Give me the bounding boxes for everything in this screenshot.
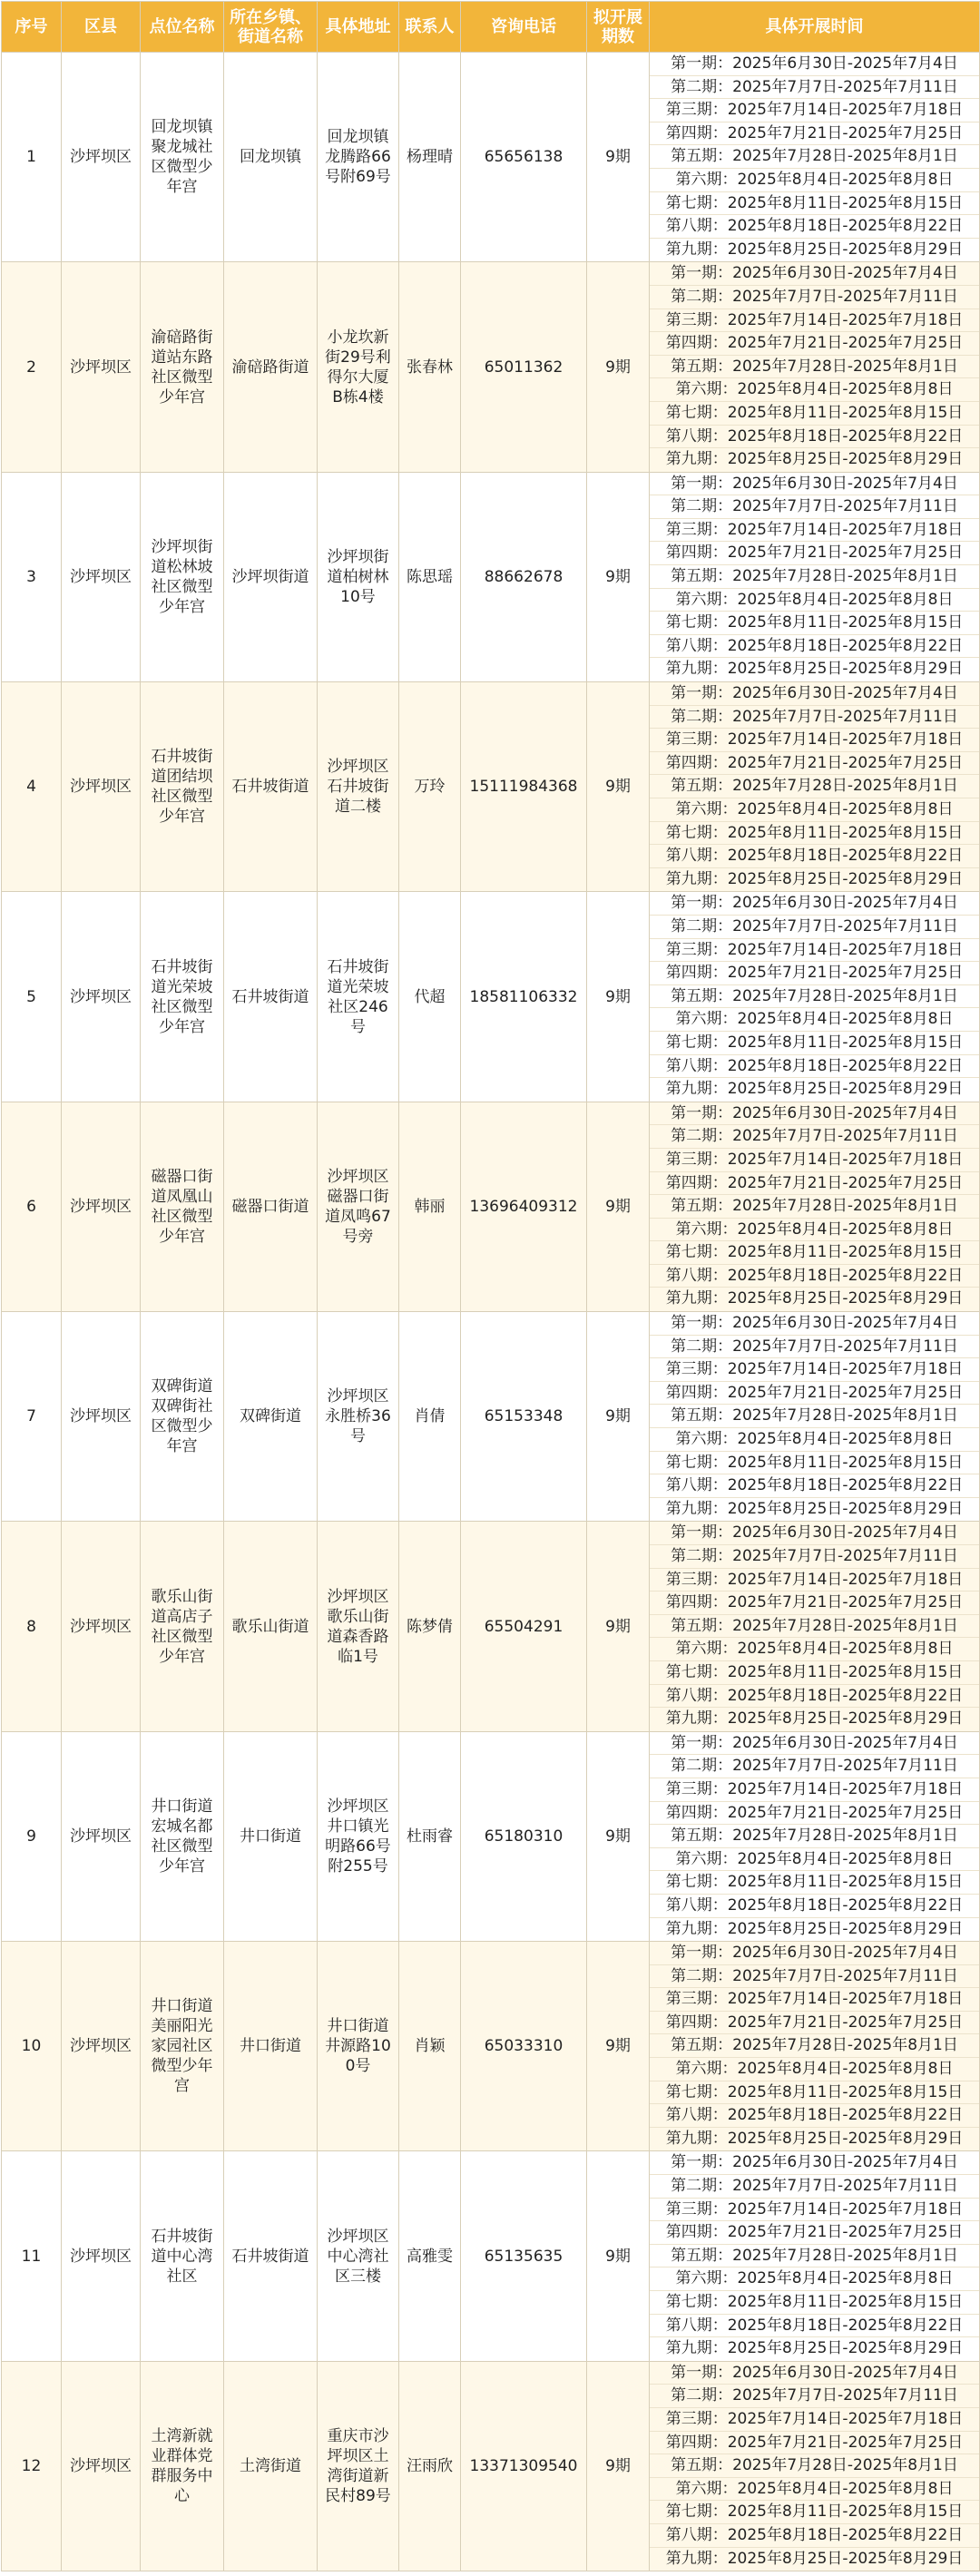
street-cell: 沙坪坝街道: [224, 472, 318, 681]
address-cell: 石井坡街道光荣坡社区246号: [318, 892, 399, 1102]
contact-cell: 高雅雯: [399, 2151, 461, 2361]
period-line: 第五期：2025年7月28日-2025年8月1日: [650, 1195, 979, 1219]
schedule-cell: [650, 2361, 980, 2571]
row-number: 4: [2, 682, 62, 892]
contact-cell: 汪雨欣: [399, 2361, 461, 2571]
district-cell: 沙坪坝区: [62, 2151, 141, 2361]
period-line: 第五期：2025年7月28日-2025年8月1日: [650, 145, 979, 169]
period-line: 第三期：2025年7月14日-2025年7月18日: [650, 99, 979, 122]
contact-cell: 万玲: [399, 682, 461, 892]
street-cell: 石井坡街道: [224, 2151, 318, 2361]
site-name-cell: 双碑街道双碑街社区微型少年宫: [141, 1312, 224, 1522]
period-line: 第六期：2025年8月4日-2025年8月8日: [650, 798, 979, 822]
site-name-cell: 歌乐山街道高店子社区微型少年宫: [141, 1522, 224, 1731]
header-cell: 区县: [62, 2, 141, 53]
row-number: 1: [2, 53, 62, 262]
address-cell: 沙坪坝区磁器口街道凤鸣67号旁: [318, 1102, 399, 1311]
period-line: 第二期：2025年7月7日-2025年7月11日: [650, 1125, 979, 1149]
phone-cell: 15111984368: [461, 682, 587, 892]
table-row: [2, 1942, 980, 2151]
schedule-cell: [650, 892, 980, 1102]
row-number: 5: [2, 892, 62, 1102]
period-line: 第九期：2025年8月25日-2025年8月29日: [665, 2339, 964, 2358]
phone-cell: 65135635: [461, 2151, 587, 2361]
contact-cell: 杜雨睿: [399, 1731, 461, 1941]
period-line: 第二期：2025年7月7日-2025年7月11日: [650, 1545, 979, 1569]
contact-cell: 陈梦倩: [399, 1522, 461, 1731]
table-row: [2, 1731, 980, 1941]
period-line: 第三期：2025年7月14日-2025年7月18日: [650, 729, 979, 752]
period-line: 第五期：2025年7月28日-2025年8月1日: [650, 2454, 979, 2478]
district-cell: 沙坪坝区: [62, 472, 141, 681]
district-cell: 沙坪坝区: [62, 2361, 141, 2571]
street-cell: 石井坡街道: [224, 682, 318, 892]
period-line: 第五期：2025年7月28日-2025年8月1日: [650, 2034, 979, 2058]
period-line: 第七期：2025年8月11日-2025年8月15日: [650, 1452, 979, 1475]
header-cell: 序号: [2, 2, 62, 53]
period-count-cell: 9期: [587, 1312, 650, 1522]
site-name-cell: 土湾新就业群体党群服务中心: [141, 2361, 224, 2571]
schedule-cell: [650, 2151, 980, 2361]
contact-cell: 张春林: [399, 262, 461, 472]
period-line: 第五期：2025年7月28日-2025年8月1日: [650, 985, 979, 1009]
period-line: 第六期：2025年8月4日-2025年8月8日: [650, 1848, 979, 1872]
header-row: [2, 2, 980, 53]
period-line: 第四期：2025年7月21日-2025年7月25日: [650, 2012, 979, 2035]
period-line: 第九期：2025年8月25日-2025年8月29日: [665, 1289, 964, 1308]
period-count-cell: 9期: [587, 1942, 650, 2151]
table-row: [2, 472, 980, 681]
period-count-cell: 9期: [587, 472, 650, 681]
period-line: 第九期：2025年8月25日-2025年8月29日: [665, 240, 964, 259]
period-count-cell: 9期: [587, 2361, 650, 2571]
phone-cell: 18581106332: [461, 892, 587, 1102]
district-cell: 沙坪坝区: [62, 53, 141, 262]
period-line: 第八期：2025年8月18日-2025年8月22日: [650, 635, 979, 659]
site-name-cell: 石井坡街道光荣坡社区微型少年宫: [141, 892, 224, 1102]
period-line: 第四期：2025年7月21日-2025年7月25日: [650, 2221, 979, 2245]
period-count-cell: 9期: [587, 53, 650, 262]
period-line: 第八期：2025年8月18日-2025年8月22日: [650, 215, 979, 239]
period-line: 第五期：2025年7月28日-2025年8月1日: [650, 1405, 979, 1428]
street-cell: 石井坡街道: [224, 892, 318, 1102]
table-row: [2, 2361, 980, 2571]
table-row: [2, 262, 980, 472]
table-row: [2, 1102, 980, 1311]
site-name-cell: 石井坡街道中心湾社区: [141, 2151, 224, 2361]
period-line: 第五期：2025年7月28日-2025年8月1日: [650, 565, 979, 589]
period-line: 第九期：2025年8月25日-2025年8月29日: [665, 2129, 964, 2148]
period-line: 第一期：2025年6月30日-2025年7月4日: [650, 1102, 979, 1126]
period-line: 第二期：2025年7月7日-2025年7月11日: [650, 706, 979, 730]
period-line: 第五期：2025年7月28日-2025年8月1日: [650, 2245, 979, 2268]
period-line: 第七期：2025年8月11日-2025年8月15日: [650, 2291, 979, 2315]
period-line: 第八期：2025年8月18日-2025年8月22日: [650, 1265, 979, 1288]
table-row: [2, 2151, 980, 2361]
street-cell: 井口街道: [224, 1731, 318, 1941]
period-line: 第九期：2025年8月25日-2025年8月29日: [665, 1499, 964, 1518]
address-cell: 沙坪坝街道柏树林10号: [318, 472, 399, 681]
period-line: 第一期：2025年6月30日-2025年7月4日: [650, 1942, 979, 1965]
district-cell: 沙坪坝区: [62, 1102, 141, 1311]
period-line: 第二期：2025年7月7日-2025年7月11日: [650, 286, 979, 309]
period-count-cell: 9期: [587, 1102, 650, 1311]
period-line: 第四期：2025年7月21日-2025年7月25日: [650, 1172, 979, 1196]
period-line: 第四期：2025年7月21日-2025年7月25日: [650, 962, 979, 985]
site-name-cell: 沙坪坝街道松林坡社区微型少年宫: [141, 472, 224, 681]
row-number: 6: [2, 1102, 62, 1311]
period-line: 第五期：2025年7月28日-2025年8月1日: [650, 775, 979, 798]
district-cell: 沙坪坝区: [62, 682, 141, 892]
header-cell: 具体地址: [318, 2, 399, 53]
schedule-table: [1, 1, 980, 2571]
schedule-cell: [650, 1731, 980, 1941]
period-line: 第七期：2025年8月11日-2025年8月15日: [650, 1661, 979, 1685]
period-line: 第九期：2025年8月25日-2025年8月29日: [665, 450, 964, 469]
schedule-cell: [650, 53, 980, 262]
period-line: 第一期：2025年6月30日-2025年7月4日: [650, 2362, 979, 2385]
phone-cell: 65153348: [461, 1312, 587, 1522]
contact-cell: 杨理晴: [399, 53, 461, 262]
district-cell: 沙坪坝区: [62, 1522, 141, 1731]
schedule-cell: [650, 1102, 980, 1311]
street-cell: 磁器口街道: [224, 1102, 318, 1311]
period-line: 第八期：2025年8月18日-2025年8月22日: [650, 1474, 979, 1498]
period-count-cell: 9期: [587, 1522, 650, 1731]
period-line: 第四期：2025年7月21日-2025年7月25日: [650, 122, 979, 146]
period-line: 第三期：2025年7月14日-2025年7月18日: [650, 2408, 979, 2432]
period-line: 第四期：2025年7月21日-2025年7月25日: [650, 332, 979, 356]
district-cell: 沙坪坝区: [62, 1312, 141, 1522]
period-count-cell: 9期: [587, 892, 650, 1102]
contact-cell: 肖颖: [399, 1942, 461, 2151]
period-count-cell: 9期: [587, 262, 650, 472]
period-line: 第一期：2025年6月30日-2025年7月4日: [650, 1732, 979, 1756]
period-line: 第八期：2025年8月18日-2025年8月22日: [650, 1895, 979, 1918]
address-cell: 沙坪坝区石井坡街道二楼: [318, 682, 399, 892]
period-line: 第三期：2025年7月14日-2025年7月18日: [650, 1358, 979, 1382]
phone-cell: 65033310: [461, 1942, 587, 2151]
address-cell: 沙坪坝区歌乐山街道森香路临1号: [318, 1522, 399, 1731]
period-line: 第五期：2025年7月28日-2025年8月1日: [650, 1825, 979, 1848]
period-line: 第五期：2025年7月28日-2025年8月1日: [650, 1615, 979, 1639]
period-line: 第六期：2025年8月4日-2025年8月8日: [650, 378, 979, 402]
period-line: 第一期：2025年6月30日-2025年7月4日: [650, 473, 979, 496]
row-number: 3: [2, 472, 62, 681]
period-line: 第二期：2025年7月7日-2025年7月11日: [650, 1965, 979, 1989]
period-line: 第七期：2025年8月11日-2025年8月15日: [650, 1871, 979, 1895]
period-line: 第二期：2025年7月7日-2025年7月11日: [650, 1336, 979, 1359]
period-line: 第八期：2025年8月18日-2025年8月22日: [650, 2315, 979, 2338]
period-line: 第七期：2025年8月11日-2025年8月15日: [650, 2501, 979, 2524]
schedule-cell: [650, 1312, 980, 1522]
period-line: 第二期：2025年7月7日-2025年7月11日: [650, 2385, 979, 2408]
header-cell: 所在乡镇、街道名称: [224, 2, 318, 53]
street-cell: 土湾街道: [224, 2361, 318, 2571]
period-line: 第三期：2025年7月14日-2025年7月18日: [650, 2199, 979, 2222]
period-line: 第九期：2025年8月25日-2025年8月29日: [665, 1919, 964, 1938]
address-cell: 回龙坝镇龙腾路66号附69号: [318, 53, 399, 262]
period-line: 第七期：2025年8月11日-2025年8月15日: [650, 1032, 979, 1055]
table-row: [2, 682, 980, 892]
schedule-cell: [650, 1942, 980, 2151]
period-line: 第一期：2025年6月30日-2025年7月4日: [650, 53, 979, 76]
period-line: 第八期：2025年8月18日-2025年8月22日: [650, 426, 979, 449]
period-line: 第二期：2025年7月7日-2025年7月11日: [650, 76, 979, 100]
period-line: 第六期：2025年8月4日-2025年8月8日: [650, 2058, 979, 2081]
period-line: 第六期：2025年8月4日-2025年8月8日: [650, 1638, 979, 1661]
period-line: 第八期：2025年8月18日-2025年8月22日: [650, 2104, 979, 2128]
period-line: 第三期：2025年7月14日-2025年7月18日: [650, 1569, 979, 1592]
address-cell: 沙坪坝区中心湾社区三楼: [318, 2151, 399, 2361]
period-line: 第三期：2025年7月14日-2025年7月18日: [650, 309, 979, 333]
row-number: 10: [2, 1942, 62, 2151]
address-cell: 沙坪坝区井口镇光明路66号附255号: [318, 1731, 399, 1941]
period-line: 第七期：2025年8月11日-2025年8月15日: [650, 192, 979, 216]
site-name-cell: 井口街道美丽阳光家园社区微型少年宫: [141, 1942, 224, 2151]
schedule-cell: [650, 1522, 980, 1731]
phone-cell: 13371309540: [461, 2361, 587, 2571]
phone-cell: 65011362: [461, 262, 587, 472]
district-cell: 沙坪坝区: [62, 1731, 141, 1941]
period-line: 第四期：2025年7月21日-2025年7月25日: [650, 1382, 979, 1406]
period-line: 第七期：2025年8月11日-2025年8月15日: [650, 612, 979, 635]
contact-cell: 韩丽: [399, 1102, 461, 1311]
row-number: 11: [2, 2151, 62, 2361]
period-count-cell: 9期: [587, 2151, 650, 2361]
period-line: 第三期：2025年7月14日-2025年7月18日: [650, 1988, 979, 2012]
period-line: 第六期：2025年8月4日-2025年8月8日: [650, 169, 979, 192]
period-line: 第四期：2025年7月21日-2025年7月25日: [650, 1592, 979, 1615]
street-cell: 渝碚路街道: [224, 262, 318, 472]
street-cell: 回龙坝镇: [224, 53, 318, 262]
period-line: 第九期：2025年8月25日-2025年8月29日: [665, 660, 964, 679]
contact-cell: 代超: [399, 892, 461, 1102]
site-name-cell: 渝碚路街道站东路社区微型少年宫: [141, 262, 224, 472]
period-line: 第四期：2025年7月21日-2025年7月25日: [650, 1802, 979, 1826]
street-cell: 双碑街道: [224, 1312, 318, 1522]
period-line: 第三期：2025年7月14日-2025年7月18日: [650, 1149, 979, 1172]
period-line: 第二期：2025年7月7日-2025年7月11日: [650, 495, 979, 519]
period-line: 第六期：2025年8月4日-2025年8月8日: [650, 1428, 979, 1452]
header-cell: 拟开展期数: [587, 2, 650, 53]
period-line: 第一期：2025年6月30日-2025年7月4日: [650, 2151, 979, 2175]
table-row: [2, 1522, 980, 1731]
header-cell: 点位名称: [141, 2, 224, 53]
period-line: 第六期：2025年8月4日-2025年8月8日: [650, 2267, 979, 2291]
table-row: [2, 892, 980, 1102]
period-line: 第七期：2025年8月11日-2025年8月15日: [650, 402, 979, 426]
period-line: 第一期：2025年6月30日-2025年7月4日: [650, 1522, 979, 1545]
period-line: 第八期：2025年8月18日-2025年8月22日: [650, 1055, 979, 1079]
row-number: 9: [2, 1731, 62, 1941]
district-cell: 沙坪坝区: [62, 262, 141, 472]
period-line: 第三期：2025年7月14日-2025年7月18日: [650, 939, 979, 963]
period-line: 第二期：2025年7月7日-2025年7月11日: [650, 2175, 979, 2199]
district-cell: 沙坪坝区: [62, 892, 141, 1102]
row-number: 2: [2, 262, 62, 472]
period-line: 第三期：2025年7月14日-2025年7月18日: [650, 519, 979, 543]
period-line: 第八期：2025年8月18日-2025年8月22日: [650, 1685, 979, 1709]
period-line: 第二期：2025年7月7日-2025年7月11日: [650, 916, 979, 939]
period-line: 第一期：2025年6月30日-2025年7月4日: [650, 1312, 979, 1336]
row-number: 8: [2, 1522, 62, 1731]
schedule-cell: [650, 262, 980, 472]
period-line: 第四期：2025年7月21日-2025年7月25日: [650, 2432, 979, 2455]
period-line: 第五期：2025年7月28日-2025年8月1日: [650, 356, 979, 379]
period-line: 第七期：2025年8月11日-2025年8月15日: [650, 822, 979, 846]
header-cell: 咨询电话: [461, 2, 587, 53]
period-line: 第七期：2025年8月11日-2025年8月15日: [650, 2081, 979, 2105]
table-row: [2, 53, 980, 262]
period-line: 第四期：2025年7月21日-2025年7月25日: [650, 752, 979, 776]
contact-cell: 陈思瑶: [399, 472, 461, 681]
period-line: 第九期：2025年8月25日-2025年8月29日: [665, 1709, 964, 1729]
address-cell: 沙坪坝区永胜桥36号: [318, 1312, 399, 1522]
row-number: 7: [2, 1312, 62, 1522]
site-name-cell: 回龙坝镇聚龙城社区微型少年宫: [141, 53, 224, 262]
phone-cell: 65656138: [461, 53, 587, 262]
period-line: 第六期：2025年8月4日-2025年8月8日: [650, 1219, 979, 1242]
site-name-cell: 石井坡街道团结坝社区微型少年宫: [141, 682, 224, 892]
district-cell: 沙坪坝区: [62, 1942, 141, 2151]
header-cell: 联系人: [399, 2, 461, 53]
contact-cell: 肖倩: [399, 1312, 461, 1522]
phone-cell: 88662678: [461, 472, 587, 681]
address-cell: 小龙坎新街29号利得尔大厦B栋4楼: [318, 262, 399, 472]
site-name-cell: 井口街道宏城名都社区微型少年宫: [141, 1731, 224, 1941]
period-line: 第一期：2025年6月30日-2025年7月4日: [650, 892, 979, 916]
period-count-cell: 9期: [587, 1731, 650, 1941]
site-name-cell: 磁器口街道凤凰山社区微型少年宫: [141, 1102, 224, 1311]
period-count-cell: 9期: [587, 682, 650, 892]
period-line: 第六期：2025年8月4日-2025年8月8日: [650, 2478, 979, 2502]
street-cell: 井口街道: [224, 1942, 318, 2151]
period-line: 第一期：2025年6月30日-2025年7月4日: [650, 682, 979, 706]
period-line: 第六期：2025年8月4日-2025年8月8日: [650, 1008, 979, 1032]
period-line: 第九期：2025年8月25日-2025年8月29日: [665, 1080, 964, 1099]
schedule-cell: [650, 472, 980, 681]
period-line: 第四期：2025年7月21日-2025年7月25日: [650, 542, 979, 565]
address-cell: 井口街道井源路100号: [318, 1942, 399, 2151]
phone-cell: 13696409312: [461, 1102, 587, 1311]
address-cell: 重庆市沙坪坝区土湾街道新民村89号: [318, 2361, 399, 2571]
header-cell: 具体开展时间: [650, 2, 980, 53]
phone-cell: 65180310: [461, 1731, 587, 1941]
period-line: 第三期：2025年7月14日-2025年7月18日: [650, 1778, 979, 1802]
period-line: 第一期：2025年6月30日-2025年7月4日: [650, 262, 979, 286]
period-line: 第八期：2025年8月18日-2025年8月22日: [650, 845, 979, 868]
row-number: 12: [2, 2361, 62, 2571]
phone-cell: 65504291: [461, 1522, 587, 1731]
period-line: 第六期：2025年8月4日-2025年8月8日: [650, 589, 979, 612]
table-row: [2, 1312, 980, 1522]
period-line: 第九期：2025年8月25日-2025年8月29日: [665, 869, 964, 888]
period-line: 第二期：2025年7月7日-2025年7月11日: [650, 1755, 979, 1778]
period-line: 第九期：2025年8月25日-2025年8月29日: [665, 2549, 964, 2568]
street-cell: 歌乐山街道: [224, 1522, 318, 1731]
period-line: 第八期：2025年8月18日-2025年8月22日: [650, 2524, 979, 2548]
period-line: 第七期：2025年8月11日-2025年8月15日: [650, 1241, 979, 1265]
schedule-cell: [650, 682, 980, 892]
